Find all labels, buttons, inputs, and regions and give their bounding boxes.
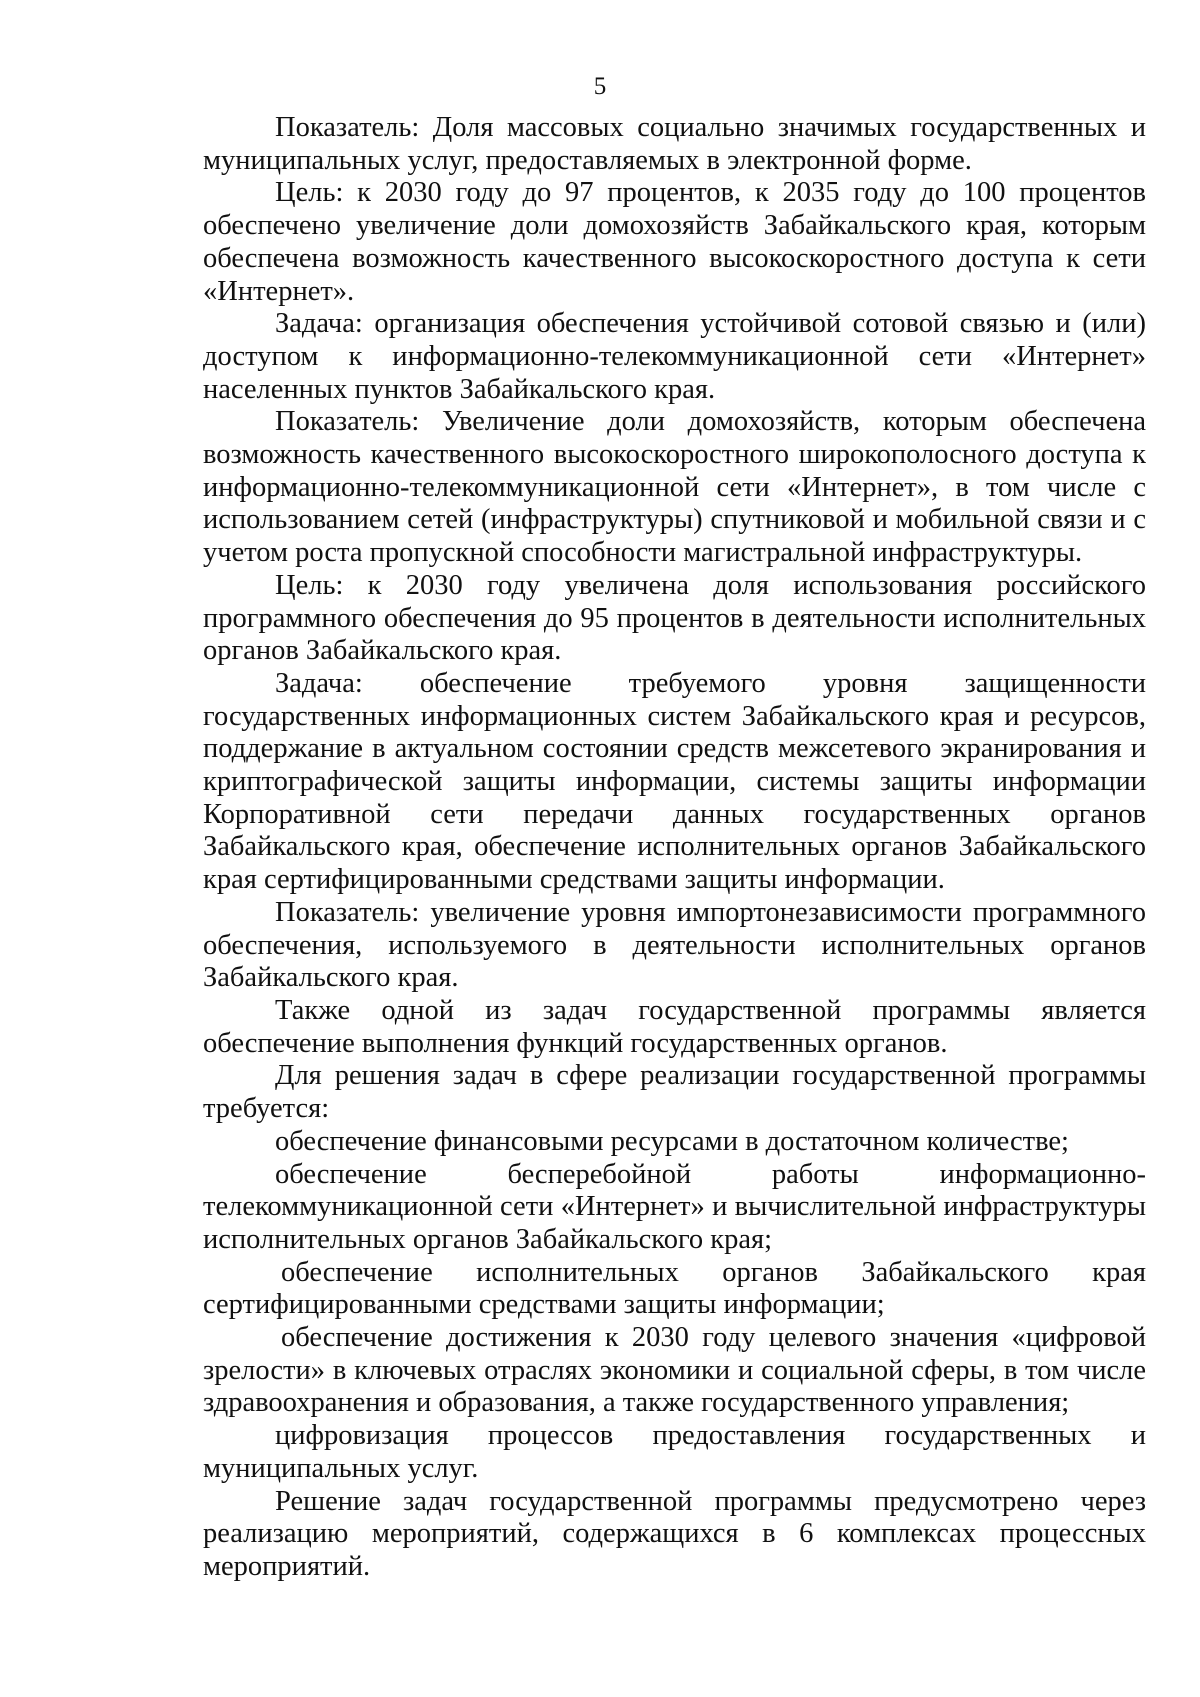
paragraph-indicator-electronic-services: Показатель: Доля массовых социально значимых государственных и муниципальных услуг, предоставляемых в электронной форме. — [203, 112, 1146, 176]
paragraph-requirements-intro: Для решения задач в сфере реализации государственной программы требуется: — [203, 1060, 1146, 1125]
paragraph-goal-internet-access: Цель: к 2030 году до 97 процентов, к 2035 году до 100 процентов обеспечено увеличение доли домохозяйств Забайкальского края, которым обеспечена возможность качественного высокоскоростного доступа к сети «Интернет». — [203, 177, 1146, 307]
paragraph-indicator-import-independence: Показатель: увеличение уровня импортонезависимости программного обеспечения, используемого в деятельности исполнительных органов Забайкальского края. — [203, 896, 1146, 994]
list-item-digital-maturity: обеспечение достижения к 2030 году целевого значения «цифровой зрелости» в ключевых отраслях экономики и социальной сферы, в том числе здравоохранения и образования, а также государственного управления; — [203, 1322, 1146, 1419]
list-item-certified-protection: обеспечение исполнительных органов Забайкальского края сертифицированными средствами защиты информации; — [203, 1256, 1146, 1321]
list-item-network-operation: обеспечение бесперебойной работы информационно-телекоммуникационной сети «Интернет» и вычислительной инфраструктуры исполнительных органов Забайкальского края; — [203, 1158, 1146, 1255]
paragraph-task-cellular-communication: Задача: организация обеспечения устойчивой сотовой связью и (или) доступом к информационно-телекоммуникационной сети «Интернет» населенных пунктов Забайкальского края. — [203, 308, 1146, 405]
paragraph-goal-russian-software: Цель: к 2030 году увеличена доля использования российского программного обеспечения до 95 процентов в деятельности исполнительных органов Забайкальского края. — [203, 569, 1146, 667]
list-item-digitalization-services: цифровизация процессов предоставления государственных и муниципальных услуг. — [203, 1420, 1146, 1484]
paragraph-indicator-broadband-access: Показатель: Увеличение доли домохозяйств, которым обеспечена возможность качественного высокоскоростного широкополосного доступа к информационно-телекоммуникационной сети «Интернет», в том числе с использованием сетей (инфраструктуры) спутниковой и мобильной связи и с учетом роста пропускной способности магистральной инфраструктуры. — [203, 406, 1146, 569]
document-body — [203, 112, 1146, 1584]
paragraph-task-information-security: Задача: обеспечение требуемого уровня защищенности государственных информационных систем Забайкальского края и ресурсов, поддержание в актуальном состоянии средств межсетевого экранирования и криптографической защиты информации, системы защиты информации Корпоративной сети передачи данных государственных органов Забайкальского края, обеспечение исполнительных органов Забайкальского края сертифицированными средствами защиты информации. — [203, 667, 1146, 896]
list-item-financial-resources: обеспечение финансовыми ресурсами в достаточном количестве; — [275, 1125, 1069, 1157]
paragraph-solution-measures: Решение задач государственной программы предусмотрено через реализацию мероприятий, содержащихся в 6 комплексах процессных мероприятий. — [203, 1485, 1146, 1582]
paragraph-task-government-functions: Также одной из задач государственной программы является обеспечение выполнения функций государственных органов. — [203, 994, 1146, 1059]
page-number: 5 — [593, 73, 607, 100]
